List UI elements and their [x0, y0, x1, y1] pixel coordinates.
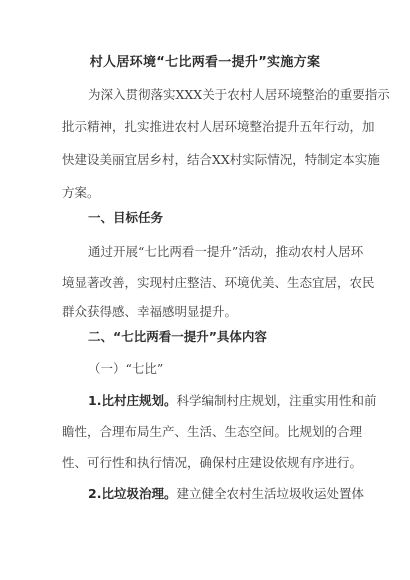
item2-lead: 2.比垃圾治理。 — [88, 486, 177, 501]
section1-heading: 一、目标任务 — [88, 210, 164, 225]
item1-lead: 1.比村庄规划。 — [88, 393, 177, 408]
intro-line-3: 快建设美丽宜居乡村，结合XX村实际情况，特制定本实施 — [62, 152, 380, 167]
section1-line-2: 境显著改善，实现村庄整洁、环境优美、生态宜居，农民 — [62, 275, 375, 290]
item1-line-2: 瞻性，合理布局生产、生活、生态空间。比规划的合理 — [62, 424, 363, 439]
intro-line-4: 方案。 — [62, 185, 100, 200]
section2-subheading: （一）“七比” — [88, 361, 164, 376]
item1-first-line-rest: 科学编制村庄规划，注重实用性和前 — [176, 393, 377, 408]
intro-line-2: 批示精神，扎实推进农村人居环境整治提升五年行动，加 — [62, 119, 375, 134]
section2-heading: 二、“七比两看一提升”具体内容 — [88, 329, 267, 344]
document-title: 村人居环境“七比两看一提升”实施方案 — [89, 55, 321, 70]
item1-line-1 — [88, 393, 377, 409]
item1-line-3: 性、可行性和执行情况，确保村庄建设依规有序进行。 — [62, 455, 363, 470]
section1-line-1: 通过开展“七比两看一提升”活动，推动农村人居环 — [88, 244, 364, 259]
item2-first-line-rest: 建立健全农村生活垃圾收运处置体 — [176, 486, 364, 501]
section1-line-3: 群众获得感、幸福感明显提升。 — [62, 304, 238, 319]
item2-line-1 — [88, 486, 362, 502]
intro-line-1: 为深入贯彻落实XXX关于农村人居环境整治的重要指示 — [88, 87, 390, 102]
